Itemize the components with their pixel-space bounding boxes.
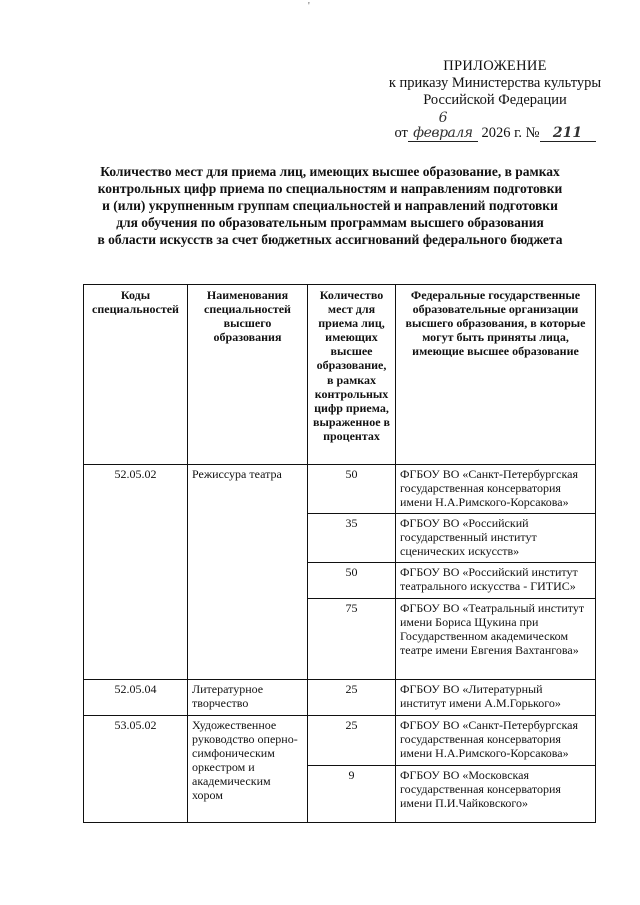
handwritten-order-number: 211	[540, 126, 596, 142]
header-count: Количество мест для приема лиц, имеющих высшее образование, в рамках контрольных цифр приема, выраженное в процентах	[308, 285, 396, 465]
organization-name: ФГБОУ ВО «Театральный институт имени Бориса Щукина при Государственном академическом театре имени Евгения Вахтангова»	[396, 599, 596, 680]
organization-name: ФГБОУ ВО «Санкт-Петербургская государственная консерватория имени Н.А.Римского-Корсакова»	[396, 465, 596, 514]
quota-percent: 50	[308, 563, 396, 599]
appendix-title: ПРИЛОЖЕНИЕ	[443, 58, 547, 74]
specialty-name: Художественное руководство оперно-симфоническим оркестром и академическим хором	[188, 716, 308, 823]
organization-name: ФГБОУ ВО «Литературный институт имени А.М.Горького»	[396, 680, 596, 716]
specialty-code: 52.05.02	[84, 465, 188, 680]
quota-percent: 35	[308, 514, 396, 563]
title-line: для обучения по образовательным программам высшего образования	[116, 215, 544, 230]
order-date-line	[370, 111, 620, 142]
specialty-code: 53.05.02	[84, 716, 188, 823]
organization-name: ФГБОУ ВО «Российский государственный институт сценических искусств»	[396, 514, 596, 563]
document-title	[40, 163, 620, 248]
table-header-row	[84, 285, 596, 465]
quota-percent: 75	[308, 599, 396, 680]
date-suffix: 2026 г. №	[481, 125, 540, 141]
appendix-ministry-line: Российской Федерации	[423, 92, 567, 108]
appendix-header	[370, 58, 620, 142]
title-line: Количество мест для приема лиц, имеющих высшее образование, в рамках	[100, 164, 560, 179]
title-line: и (или) укрупненным группам специальностей и направлений подготовки	[102, 198, 558, 213]
quota-percent: 9	[308, 766, 396, 823]
date-prefix: от	[394, 125, 408, 141]
table-row	[84, 465, 596, 514]
organization-name: ФГБОУ ВО «Московская государственная консерватория имени П.И.Чайковского»	[396, 766, 596, 823]
admission-quota-table	[83, 284, 596, 823]
header-codes: Коды специальностей	[84, 285, 188, 465]
handwritten-date: 6 февраля	[408, 111, 478, 142]
specialty-code: 52.05.04	[84, 680, 188, 716]
quota-percent: 25	[308, 716, 396, 766]
page-top-mark: '	[308, 1, 310, 12]
specialty-name: Литературное творчество	[188, 680, 308, 716]
header-names: Наименования специальностей высшего образования	[188, 285, 308, 465]
title-line: контрольных цифр приема по специальностям и направлениям подготовки	[97, 181, 563, 196]
organization-name: ФГБОУ ВО «Санкт-Петербургская государственная консерватория имени Н.А.Римского-Корсакова»	[396, 716, 596, 766]
table-row	[84, 680, 596, 716]
appendix-order-line: к приказу Министерства культуры	[388, 75, 602, 91]
specialty-name: Режиссура театра	[188, 465, 308, 680]
organization-name: ФГБОУ ВО «Российский институт театрального искусства - ГИТИС»	[396, 563, 596, 599]
header-orgs: Федеральные государственные образовательные организации высшего образования, в которые могут быть приняты лица, имеющие высшее образование	[396, 285, 596, 465]
title-line: в области искусств за счет бюджетных ассигнований федерального бюджета	[97, 232, 563, 247]
quota-percent: 50	[308, 465, 396, 514]
table-row	[84, 716, 596, 766]
quota-percent: 25	[308, 680, 396, 716]
